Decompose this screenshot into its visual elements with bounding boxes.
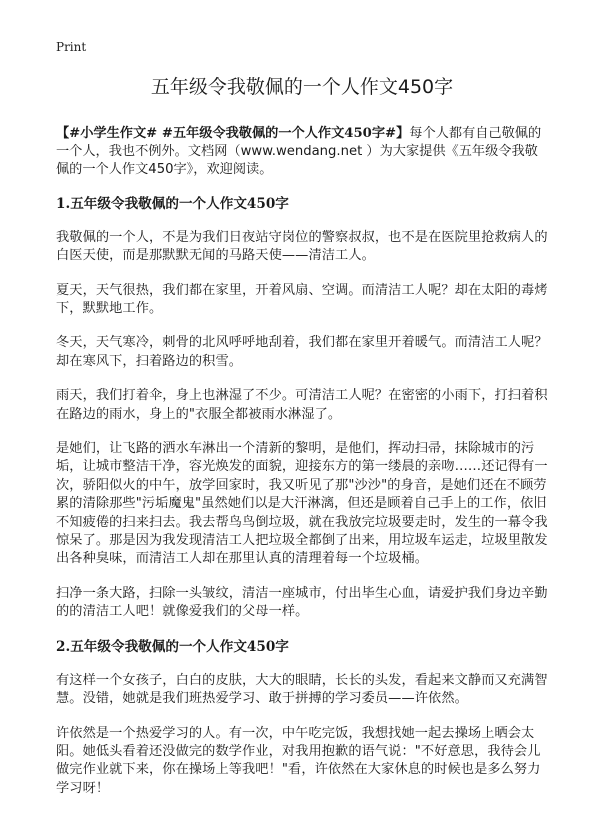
intro-tag: 【#小学生作文# #五年级令我敬佩的一个人作文450字#】 bbox=[56, 125, 410, 141]
paragraph: 许依然是一个热爱学习的人。有一次，中午吃完饭，我想找她一起去操场上晒会太阳。她低头看着还没做完的数学作业，对我用抱歉的语气说："不好意思，我待会儿做完作业就下来，你在操场上等我吧！"看，许依然在大家休息的时候也是多么努力学习呀！ bbox=[56, 725, 541, 796]
paragraph: 雨天，我们打着伞，身上也淋湿了不少。可清洁工人呢？在密密的小雨下，打扫着积在路边的雨水，身上的"衣服全都被雨水淋湿了。 bbox=[56, 388, 548, 422]
page-title: 五年级令我敬佩的一个人作文450字 bbox=[150, 76, 454, 98]
section-1 bbox=[56, 195, 548, 622]
intro-paragraph bbox=[56, 125, 548, 179]
paragraph: 是她们，让飞路的洒水车淋出一个清新的黎明，是他们，挥动扫帚，抹除城市的污垢，让城市整洁干净，容光焕发的面貌，迎接东方的第一缕晨的亲吻……还记得有一次，骄阳似火的中午，放学回家时，我又听见了那"沙沙"的身音，是她们还在不顾劳累的清除那些"污垢魔鬼"虽然她们以是大汗淋漓，但还是顾着自己手上的工作，依旧不知疲倦的扫来扫去。我去帮鸟鸟倒垃圾，就在我放完垃圾要走时，发生的一幕令我惊呆了。那是因为我发现清洁工人把垃圾全都倒了出来，用垃圾车运走，垃圾里散发出各种臭味，而清洁工人却在那里认真的清理着每一个垃圾桶。 bbox=[56, 441, 548, 567]
intro-text: 每个人都有自己敬佩的一个人，我也不例外。文档网（www.wendang.net ）为大家提供《五年级令我敬佩的一个人作文450字》，欢迎阅读。 bbox=[56, 125, 542, 177]
section-2 bbox=[56, 638, 548, 798]
paragraph: 扫净一条大路，扫除一头皱纹，清洁一座城市，付出毕生心血，请爱护我们身边辛勤的的清洁工人吧！就像爱我们的父母一样。 bbox=[56, 585, 548, 620]
paragraph: 夏天，天气很热，我们都在家里，开着风扇、空调。而清洁工人呢？却在太阳的毒烤下，默默地工作。 bbox=[56, 282, 548, 317]
print-link[interactable]: Print bbox=[56, 40, 87, 54]
section-heading: 1.五年级令我敬佩的一个人作文450字 bbox=[56, 195, 289, 212]
paragraph: 有这样一个女孩子，白白的皮肤，大大的眼睛，长长的头发，看起来文静而又充满智慧。没错，她就是我们班热爱学习、敢于拼搏的学习委员——许依然。 bbox=[56, 672, 548, 707]
paragraph: 我敬佩的一个人，不是为我们日夜站守岗位的警察叔叔，也不是在医院里抢救病人的白医天使，而是那默默无闻的马路天使——清洁工人。 bbox=[56, 229, 548, 264]
paragraph: 冬天，天气寒冷，刺骨的北风呼呼地刮着，我们都在家里开着暖气。而清洁工人呢？却在寒风下，扫着路边的积雪。 bbox=[56, 335, 548, 369]
section-heading: 2.五年级令我敬佩的一个人作文450字 bbox=[56, 638, 289, 655]
